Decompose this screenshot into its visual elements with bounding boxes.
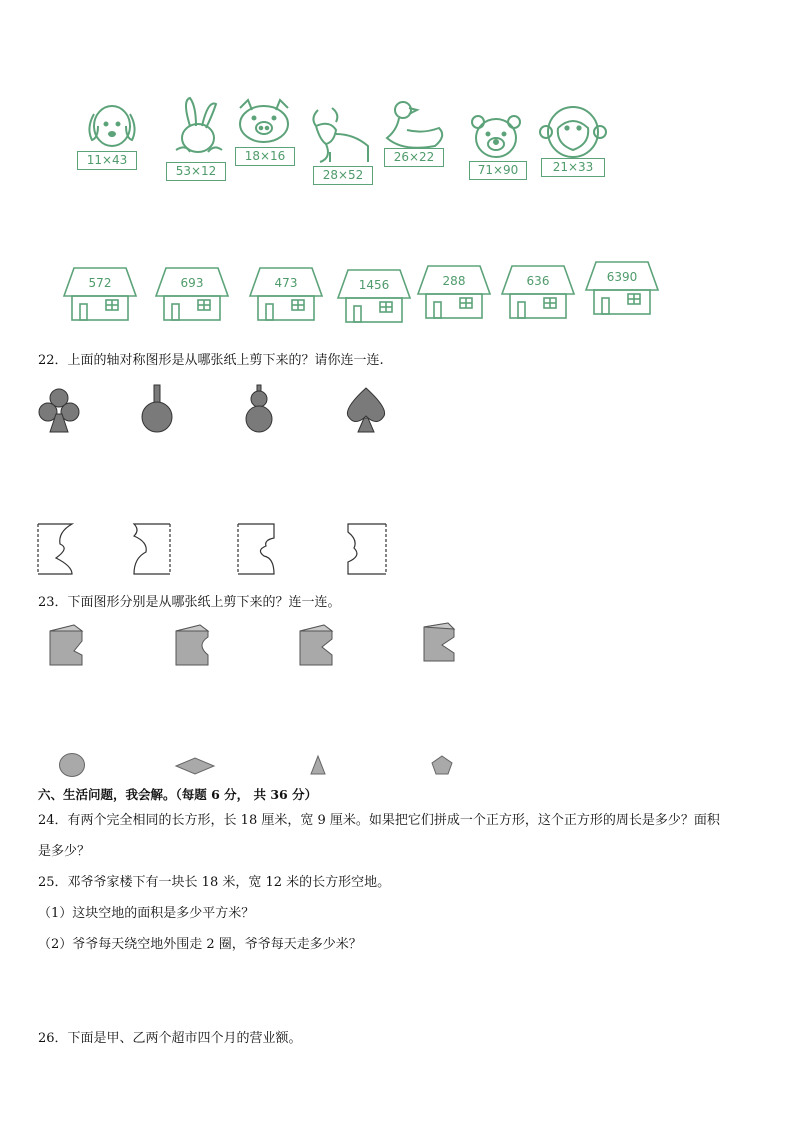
gourd-shape-icon bbox=[243, 384, 275, 434]
folded-paper-icon[interactable] bbox=[132, 522, 172, 576]
folded-paper-icon[interactable] bbox=[346, 522, 388, 576]
folded-paper-icon[interactable] bbox=[48, 623, 84, 667]
section-heading: 六、生活问题，我会解。（每题 6 分， 共 36 分） bbox=[38, 787, 318, 802]
question-24-continued: 是多少？ bbox=[38, 844, 91, 859]
house-icon bbox=[336, 268, 412, 324]
flask-shape-icon bbox=[140, 384, 174, 434]
club-shape-icon bbox=[36, 386, 82, 434]
house bbox=[416, 264, 492, 320]
house-number: 572 bbox=[88, 276, 112, 290]
monkey-label: 21×33 bbox=[541, 158, 605, 177]
triangle-shape-icon[interactable] bbox=[308, 754, 328, 776]
house-number: 473 bbox=[274, 276, 298, 290]
rabbit-label: 53×12 bbox=[166, 162, 226, 181]
folded-paper-icon[interactable] bbox=[36, 522, 76, 576]
house-number: 6390 bbox=[606, 270, 638, 284]
folded-paper-icon[interactable] bbox=[298, 623, 334, 667]
question-22: 22．上面的轴对称图形是从哪张纸上剪下来的？请你连一连. bbox=[38, 353, 384, 368]
house bbox=[336, 268, 412, 324]
pentagon-shape-icon[interactable] bbox=[430, 754, 454, 776]
question-25: 25．邓爷爷家楼下有一块长 18 米，宽 12 米的长方形空地。 bbox=[38, 875, 391, 890]
house bbox=[584, 260, 660, 316]
pig-label: 18×16 bbox=[235, 147, 295, 166]
spade-shape-icon bbox=[342, 386, 390, 434]
folded-paper-icon[interactable] bbox=[422, 621, 458, 665]
house bbox=[154, 266, 230, 322]
house-number: 636 bbox=[526, 274, 550, 288]
dog-label: 11×43 bbox=[77, 151, 137, 170]
pig-icon bbox=[234, 98, 294, 148]
question-25-part-2: （2）爷爷每天绕空地外围走 2 圈，爷爷每天走多少米？ bbox=[38, 937, 362, 952]
circle-shape-icon[interactable] bbox=[58, 752, 86, 778]
house-number: 288 bbox=[442, 274, 466, 288]
monkey-icon bbox=[538, 104, 608, 160]
goat-icon bbox=[306, 104, 374, 166]
house-icon bbox=[154, 266, 230, 322]
folded-paper-icon[interactable] bbox=[236, 522, 276, 576]
house-icon bbox=[62, 266, 138, 322]
house bbox=[500, 264, 576, 320]
house-icon bbox=[248, 266, 324, 322]
house-icon bbox=[500, 264, 576, 320]
house bbox=[248, 266, 324, 322]
rabbit-icon bbox=[168, 96, 228, 166]
duck-label: 26×22 bbox=[384, 148, 444, 167]
question-26: 26．下面是甲、乙两个超市四个月的营业额。 bbox=[38, 1031, 302, 1046]
folded-paper-icon[interactable] bbox=[174, 623, 210, 667]
house-number: 1456 bbox=[358, 278, 390, 292]
house-icon bbox=[416, 264, 492, 320]
bear-icon bbox=[468, 112, 524, 164]
goat-label: 28×52 bbox=[313, 166, 373, 185]
bear-label: 71×90 bbox=[469, 161, 527, 180]
rhombus-shape-icon[interactable] bbox=[174, 756, 216, 776]
question-25-part-1: （1）这块空地的面积是多少平方米？ bbox=[38, 906, 255, 921]
question-24: 24．有两个完全相同的长方形，长 18 厘米，宽 9 厘米。如果把它们拼成一个正方形，这个正方形的周长是多少？面积 bbox=[38, 813, 720, 828]
house-icon bbox=[584, 260, 660, 316]
house-number: 693 bbox=[180, 276, 204, 290]
duck-icon bbox=[383, 100, 449, 152]
question-23: 23．下面图形分别是从哪张纸上剪下来的？连一连。 bbox=[38, 595, 341, 610]
house bbox=[62, 266, 138, 322]
